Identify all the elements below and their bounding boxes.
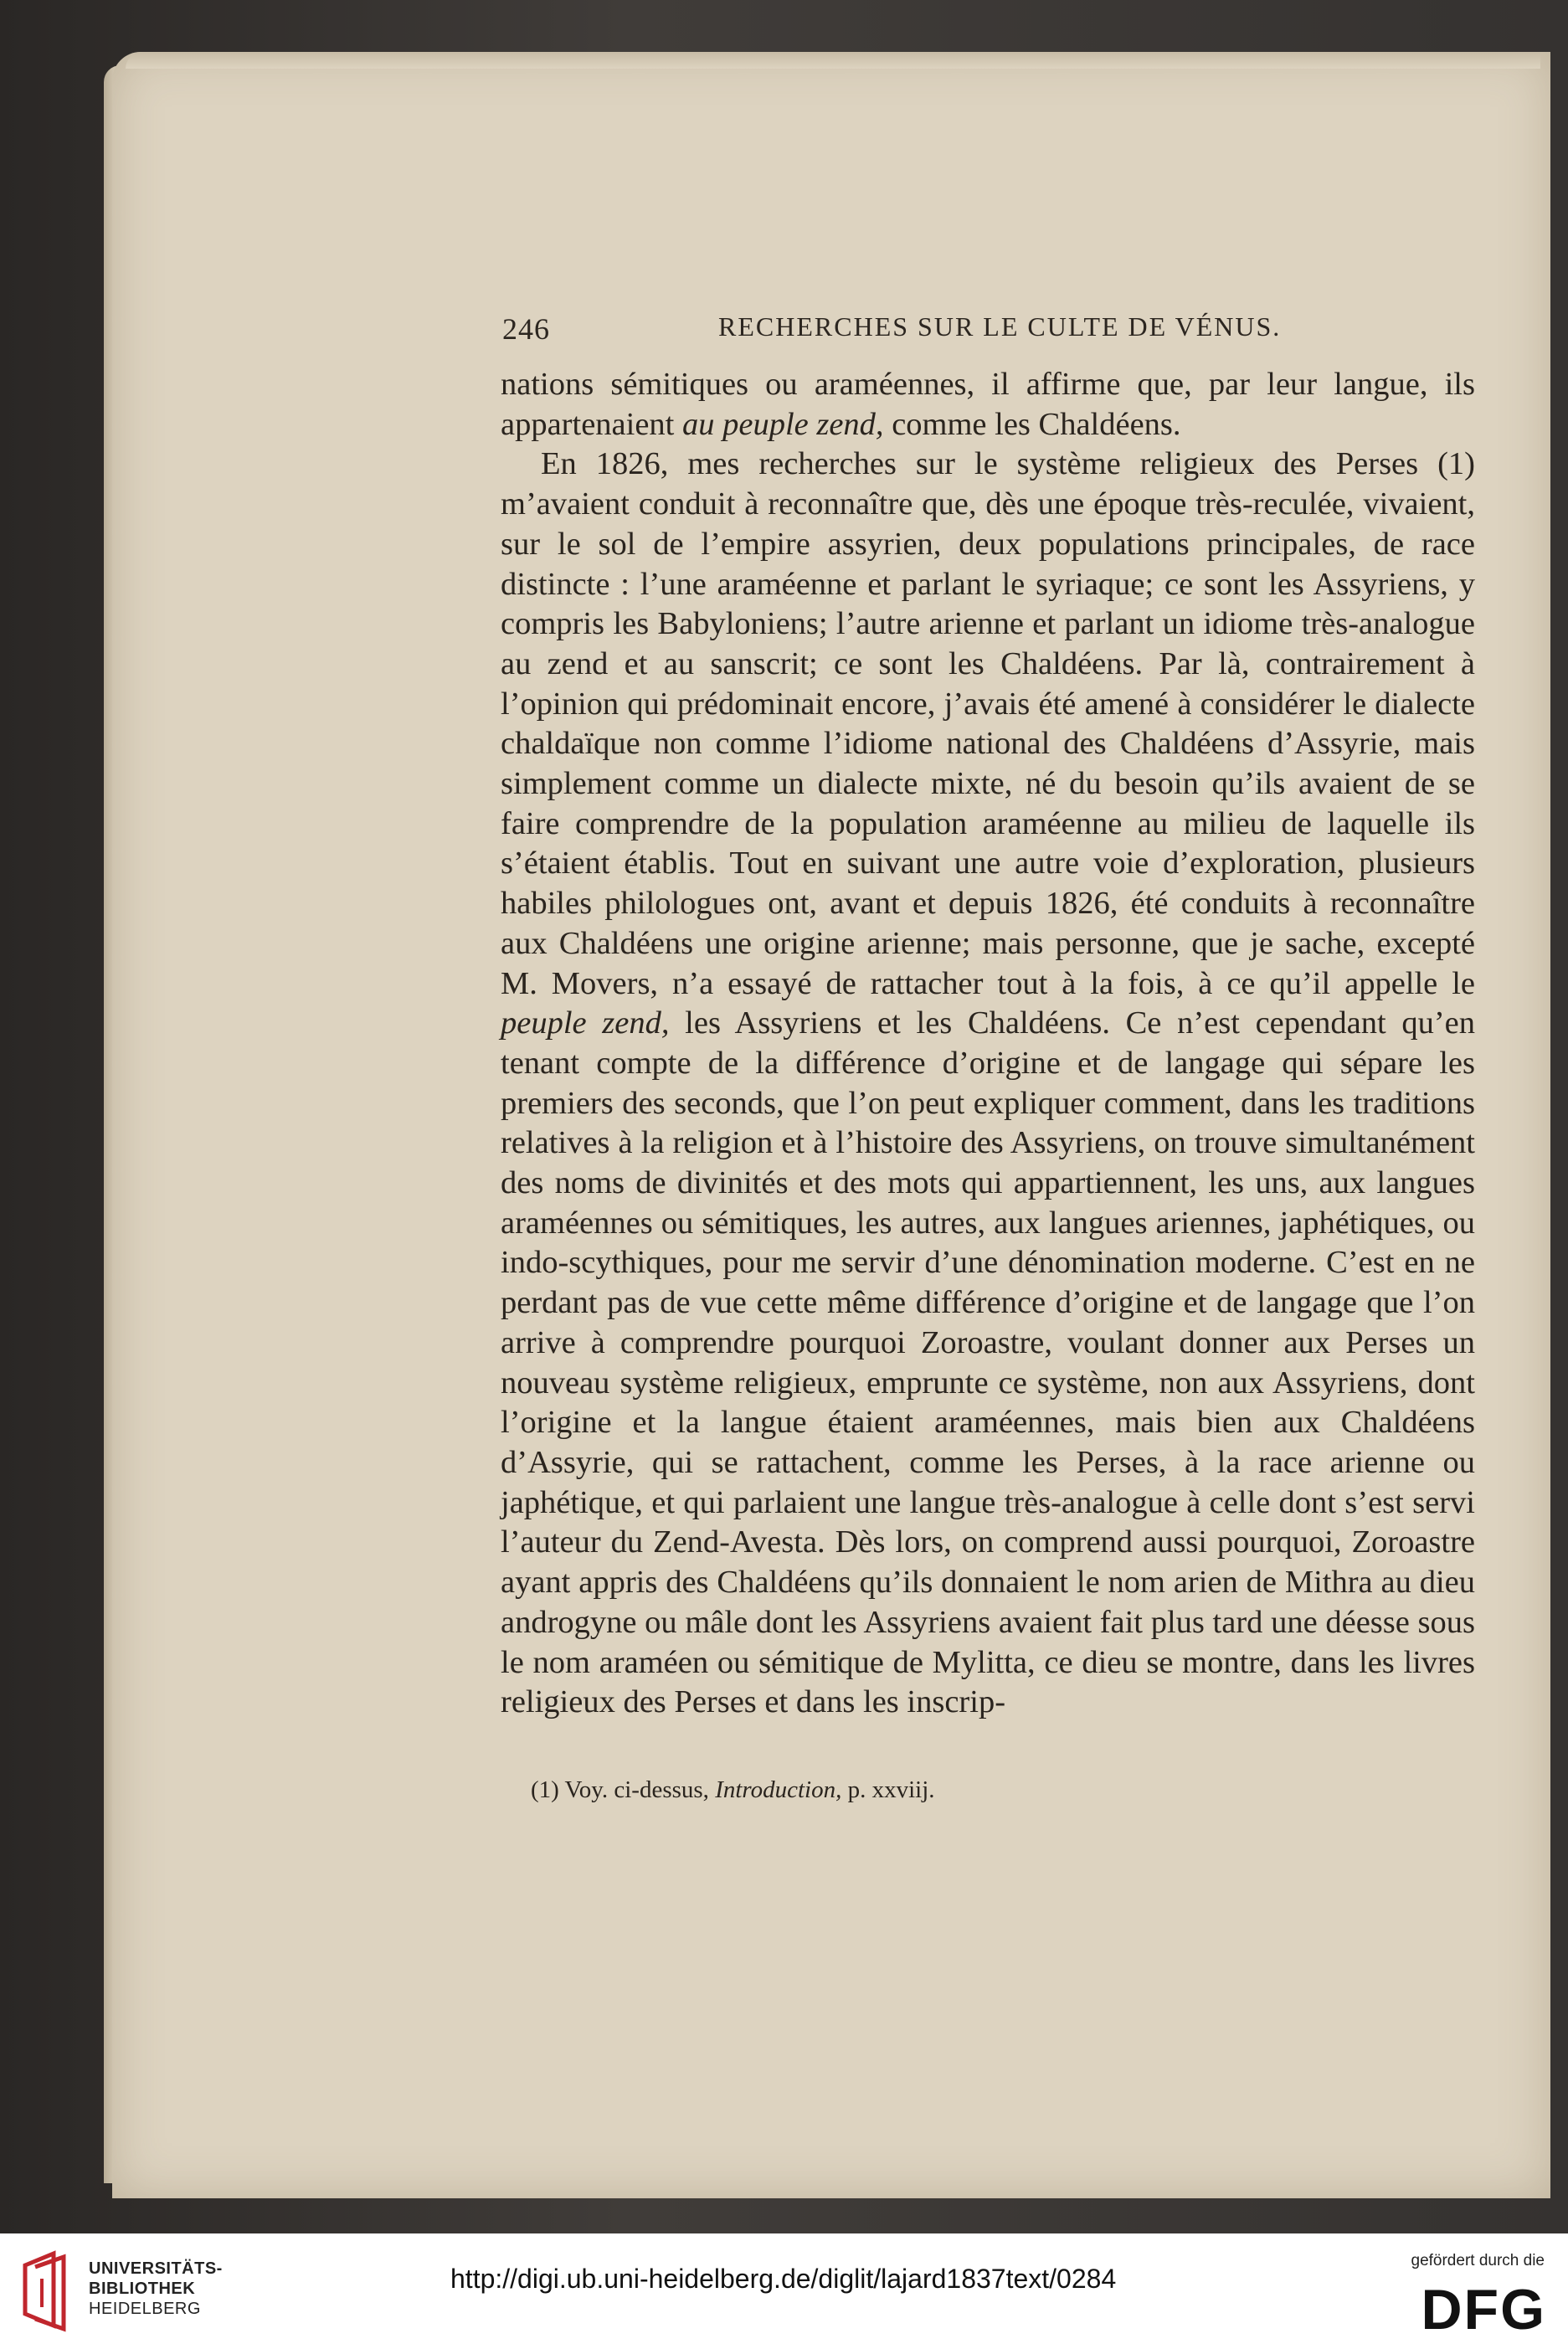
footnote [531,1776,1452,1804]
library-name-line-3: HEIDELBERG [89,2300,201,2318]
paragraph-2 [501,445,1475,1723]
footnote-text-a: (1) Voy. ci-dessus, [531,1776,716,1803]
body-text [501,365,1475,1723]
paragraph-1 [501,365,1475,445]
paragraph-1-text-b: comme les Chaldéens. [883,406,1181,442]
university-library-logo-icon [20,2249,72,2332]
library-name [89,2259,223,2319]
paragraph-2-text-a: En 1826, mes recherches sur le système religieux des Perses (1) m’avaient conduit à reconnaître que, dès une époque très-reculée, vivaient, sur le sol de l’empire assyrien, deux populations principales, de race distincte : l’une araméenne et parlant le syriaque; ce sont les Assyriens, y compris les Babyloniens; l’autre arienne et parlant un idiome très-analogue au zend et au sanscrit; ce sont les Chaldéens. Par là, contrairement à l’opinion qui prédominait encore, j’avais été amené à considérer le dialecte chaldaïque non comme l’idiome national des Chaldéens d’Assyrie, mais simplement comme un dialecte mixte, né du besoin qu’ils avaient de se faire comprendre de la population araméenne au milieu de laquelle ils s’étaient établis. Tout en suivant une autre voie d’exploration, plusieurs habiles philologues ont, avant et depuis 1826, été conduits à reconnaître aux Chaldéens une origine arienne; mais personne, que je sache, excepté M. Movers, n’a essayé de rattacher tout à la fois, à ce qu’il appelle le [501,446,1475,1001]
paragraph-2-italic: peuple zend, [501,1005,670,1041]
dfg-logo: DFG [1421,2278,1546,2341]
funded-by-label: gefördert durch die [1411,2252,1545,2269]
page-number: 246 [502,312,550,346]
page-header [502,308,1473,350]
paragraph-1-italic: au peuple zend, [681,406,884,442]
library-name-line-1: UNIVERSITÄTS- [89,2259,223,2278]
page-edge-top [126,52,1540,69]
source-url-link[interactable]: http://digi.ub.uni-heidelberg.de/diglit/lajard1837text/0284 [450,2264,1117,2294]
paragraph-1-text-a: nations sémitiques ou araméennes, il affirme que, par leur langue, ils appartenaient [501,367,1475,442]
paragraph-2-text-b: les Assyriens et les Chaldéens. Ce n’est cependant qu’en tenant compte de la différence d’origine et de langage qui sépare les premiers des seconds, que l’on peut expliquer comment, dans les traditions relatives à la religion et à l’histoire des Assyriens, on trouve simultanément des noms de divinités et des mots qui appartiennent, les uns, aux langues araméennes ou sémitiques, les autres, aux langues ariennes, japhétiques, ou indo-scythiques, pour me servir d’une dénomination moderne. C’est en ne perdant pas de vue cette même différence d’origine et de langage que l’on arrive à comprendre pourquoi Zoroastre, voulant donner aux Perses un nouveau système religieux, emprunte ce système, non aux Assyriens, dont l’origine et la langue étaient araméennes, mais bien aux Chaldéens d’Assyrie, qui se rattachent, comme les Perses, à la race arienne ou japhétique, et qui parlaient une langue très-analogue à celle dont s’est servi l’auteur du Zend-Avesta. Dès lors, on comprend aussi pourquoi, Zoroastre ayant appris des Chaldéens qu’ils donnaient le nom arien de Mithra au dieu androgyne ou mâle dont les Assyriens avaient fait plus tard une déesse sous le nom araméen ou sémitique de Mylitta, ce dieu se montre, dans les livres religieux des Perses et dans les inscrip- [501,1005,1475,1720]
running-title: RECHERCHES SUR LE CULTE DE VÉNUS. [718,311,1282,342]
footnote-italic: Introduction, [715,1776,842,1803]
digitization-footer [0,2233,1568,2349]
library-name-line-2: BIBLIOTHEK [89,2280,196,2298]
footnote-text-b: p. xxviij. [841,1776,935,1803]
